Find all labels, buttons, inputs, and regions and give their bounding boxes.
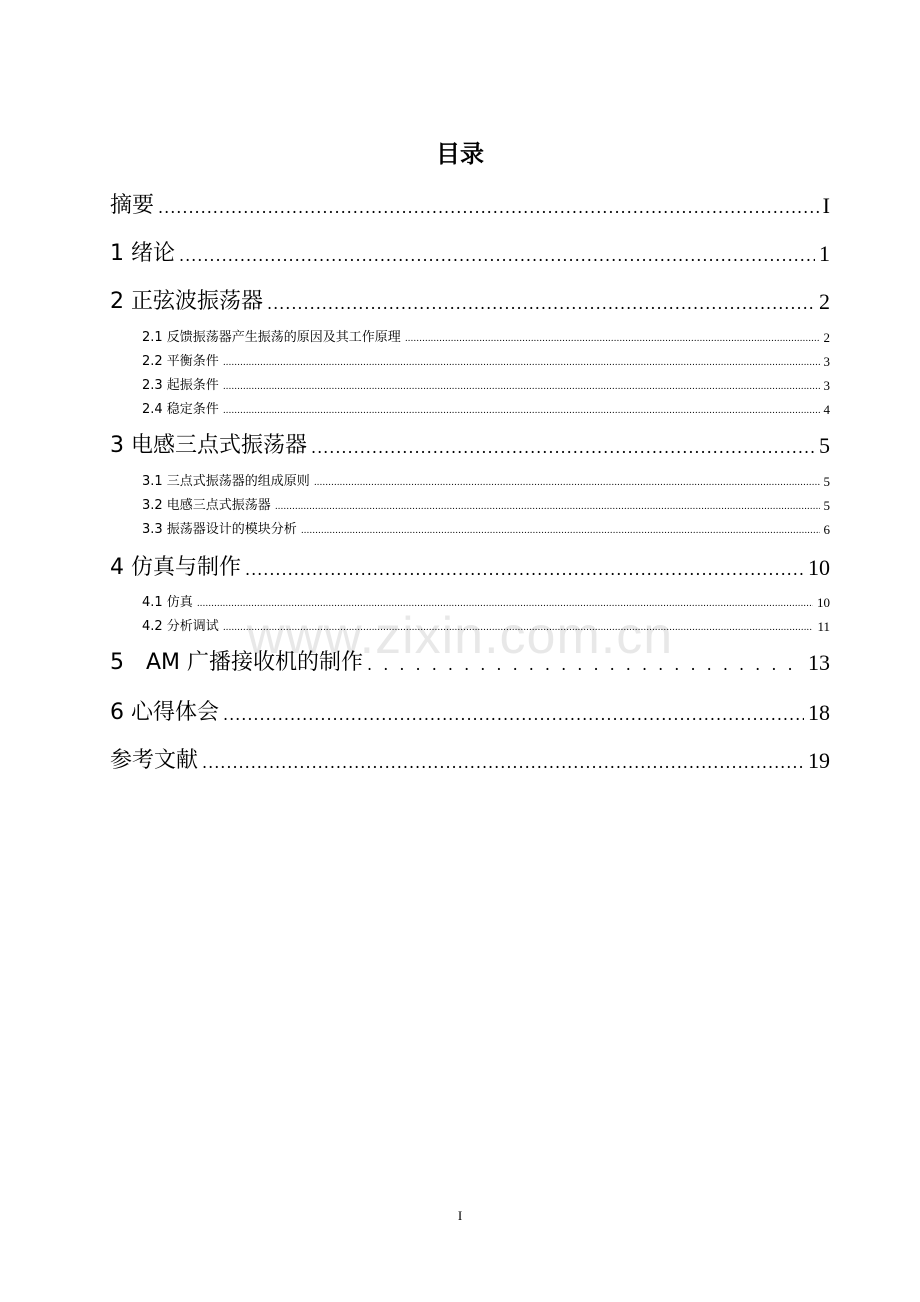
toc-entry-label: 4.1 仿真 xyxy=(142,595,193,610)
toc-entry-page: I xyxy=(822,193,830,218)
toc-entry-label: 6 心得体会 xyxy=(110,700,219,725)
toc-entry-page: 19 xyxy=(808,748,830,773)
dot-leader xyxy=(367,657,804,673)
toc-entry-2-4[interactable] xyxy=(142,400,830,420)
dot-leader xyxy=(405,335,820,344)
toc-entry-chapter-5[interactable] xyxy=(110,647,830,679)
toc-entry-2-3[interactable] xyxy=(142,376,830,396)
toc-entry-abstract[interactable] xyxy=(110,190,830,222)
toc-entry-label: 2.1 反馈振荡器产生振荡的原因及其工作原理 xyxy=(142,330,401,345)
page-number-footer: I xyxy=(457,1208,463,1223)
dot-leader xyxy=(301,527,820,536)
dot-leader xyxy=(223,407,820,416)
toc-entry-label: 参考文献 xyxy=(110,748,199,773)
toc-entry-page: 4 xyxy=(823,402,830,417)
dot-leader xyxy=(223,624,814,633)
watermark: www.zixin.com.cn xyxy=(246,607,674,665)
toc-entry-page: 5 xyxy=(823,498,830,513)
toc-entry-chapter-4[interactable] xyxy=(110,552,830,584)
toc-entry-page: 5 xyxy=(819,433,830,458)
toc-entry-label: 3.1 三点式振荡器的组成原则 xyxy=(142,474,310,489)
toc-entry-page: 1 xyxy=(819,241,830,266)
toc-entry-label: 4.2 分析调试 xyxy=(142,619,219,634)
toc-entry-page: 2 xyxy=(819,289,830,314)
toc-entry-page: 10 xyxy=(817,595,830,610)
toc-entry-label: 摘要 xyxy=(110,193,155,218)
toc-entry-chapter-3[interactable] xyxy=(110,430,830,462)
dot-leader xyxy=(179,248,815,264)
toc-entry-label: 2.3 起振条件 xyxy=(142,378,219,393)
toc-entry-label: 3.2 电感三点式振荡器 xyxy=(142,498,271,513)
toc-entry-2-2[interactable] xyxy=(142,352,830,372)
dot-leader xyxy=(245,562,804,578)
toc-entry-label: 3 电感三点式振荡器 xyxy=(110,433,307,458)
dot-leader xyxy=(197,600,813,609)
toc-entry-page: 3 xyxy=(823,354,830,369)
dot-leader xyxy=(158,200,819,216)
toc-entry-page: 10 xyxy=(808,555,830,580)
toc-entry-label: 2 正弦波振荡器 xyxy=(110,289,263,314)
toc-entry-page: 18 xyxy=(808,700,830,725)
toc-entry-chapter-1[interactable] xyxy=(110,238,830,270)
toc-entry-3-3[interactable] xyxy=(142,520,830,540)
toc-entry-chapter-6[interactable] xyxy=(110,697,830,729)
dot-leader xyxy=(202,755,804,771)
toc-entry-page: 13 xyxy=(808,650,830,675)
toc-entry-2-1[interactable] xyxy=(142,328,830,348)
toc-entry-chapter-2[interactable] xyxy=(110,286,830,318)
dot-leader xyxy=(314,479,820,488)
toc-entry-page: 2 xyxy=(823,330,830,345)
toc-entry-references[interactable] xyxy=(110,745,830,777)
dot-leader xyxy=(311,440,815,456)
toc-entry-4-2[interactable] xyxy=(142,617,830,637)
toc-entry-label: 2.2 平衡条件 xyxy=(142,354,219,369)
toc-entry-page: 6 xyxy=(823,522,830,537)
toc-entry-3-1[interactable] xyxy=(142,472,830,492)
toc-entry-page: 5 xyxy=(823,474,830,489)
dot-leader xyxy=(267,296,815,312)
toc-entry-label: 5 AM 广播接收机的制作 xyxy=(110,650,364,675)
toc-entry-label: 4 仿真与制作 xyxy=(110,555,241,580)
dot-leader xyxy=(223,359,820,368)
dot-leader xyxy=(223,383,820,392)
toc-entry-3-2[interactable] xyxy=(142,496,830,516)
toc-title: 目录 xyxy=(436,140,484,168)
toc-entry-page: 3 xyxy=(823,378,830,393)
dot-leader xyxy=(275,503,820,512)
toc-entry-page: 11 xyxy=(817,619,830,634)
dot-leader xyxy=(223,707,804,723)
toc-entry-4-1[interactable] xyxy=(142,593,830,613)
toc-entry-label: 3.3 振荡器设计的模块分析 xyxy=(142,522,297,537)
toc-entry-label: 1 绪论 xyxy=(110,241,175,266)
toc-entry-label: 2.4 稳定条件 xyxy=(142,402,219,417)
